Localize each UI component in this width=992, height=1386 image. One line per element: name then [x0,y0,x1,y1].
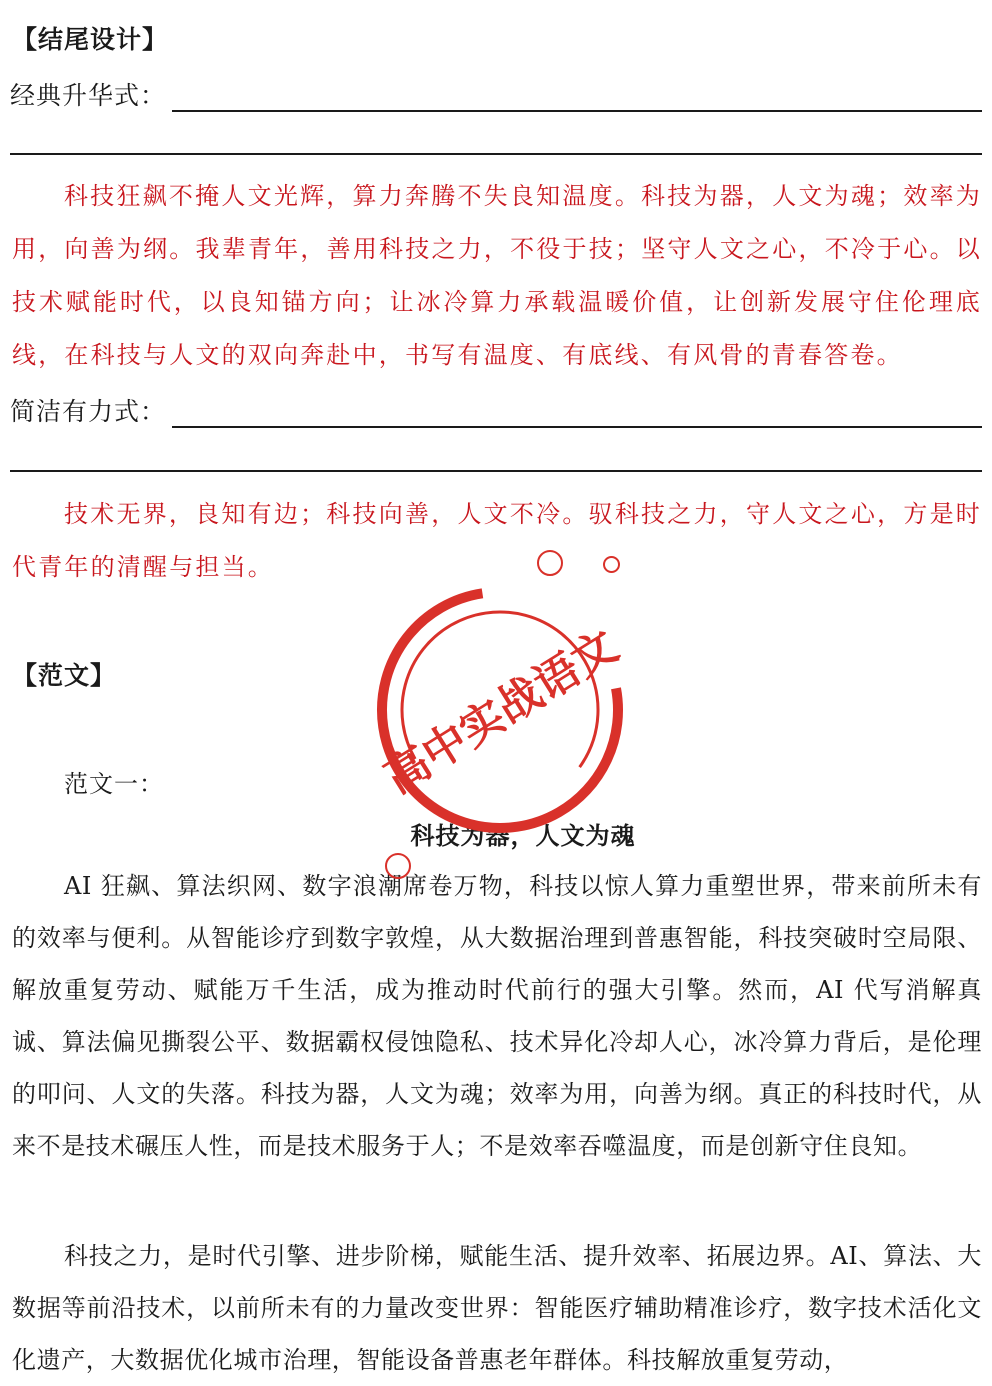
essay-paragraph-2: 科技之力，是时代引擎、进步阶梯，赋能生活、提升效率、拓展边界。AI、算法、大数据等前沿技术，以前所未有的力量改变世界：智能医疗辅助精准诊疗，数字技术活化文化遗产，大数据优化城市治理，智能设备普惠老年群体。科技解放重复劳动， [12,1242,982,1374]
essay-title: 科技为器，人文为魂 [410,821,636,850]
heading-sample-essay: 【范文】 [12,661,117,690]
stamp-text: 高中实战语文 [375,620,627,804]
classic-label-row [10,76,982,112]
classic-label: 经典升华式： [10,81,167,110]
heading-ending-design: 【结尾设计】 [12,25,169,54]
watermark-stamp-icon [360,575,640,845]
answer-blank-line-3 [172,402,982,428]
answer-blank-line-2 [10,153,982,155]
answer-blank-line [172,86,982,112]
stamp-dot-1 [537,550,563,576]
stamp-dot-2 [603,556,620,573]
concise-label: 简洁有力式： [10,397,167,426]
stamp-dot-3 [385,853,411,879]
classic-answer-text: 科技狂飙不掩人文光辉，算力奔腾不失良知温度。科技为器，人文为魂；效率为用，向善为纲。我辈青年，善用科技之力，不役于技；坚守人文之心，不冷于心。以技术赋能时代，以良知锚方向；让冰冷算力承载温暖价值，让创新发展守住伦理底线，在科技与人文的双向奔赴中，书写有温度、有底线、有风骨的青春答卷。 [12,182,982,369]
concise-answer-text: 技术无界，良知有边；科技向善，人文不冷。驭科技之力，守人文之心，方是时代青年的清醒与担当。 [12,500,982,581]
answer-blank-line-4 [10,470,982,472]
essay-paragraph-1: AI 狂飙、算法织网、数字浪潮席卷万物，科技以惊人算力重塑世界，带来前所未有的效率与便利。从智能诊疗到数字敦煌，从大数据治理到普惠智能，科技突破时空局限、解放重复劳动、赋能万千生活，成为推动时代前行的强大引擎。然而，AI 代写消解真诚、算法偏见撕裂公平、数据霸权侵蚀隐私、技术异化冷却人心，冰冷算力背后，是伦理的叩问、人文的失落。科技为器，人文为魂；效率为用，向善为纲。真正的科技时代，从来不是技术碾压人性，而是技术服务于人；不是效率吞噬温度，而是创新守住良知。 [12,872,982,1160]
sample-essay-label: 范文一： [64,770,164,798]
concise-label-row [10,392,982,428]
